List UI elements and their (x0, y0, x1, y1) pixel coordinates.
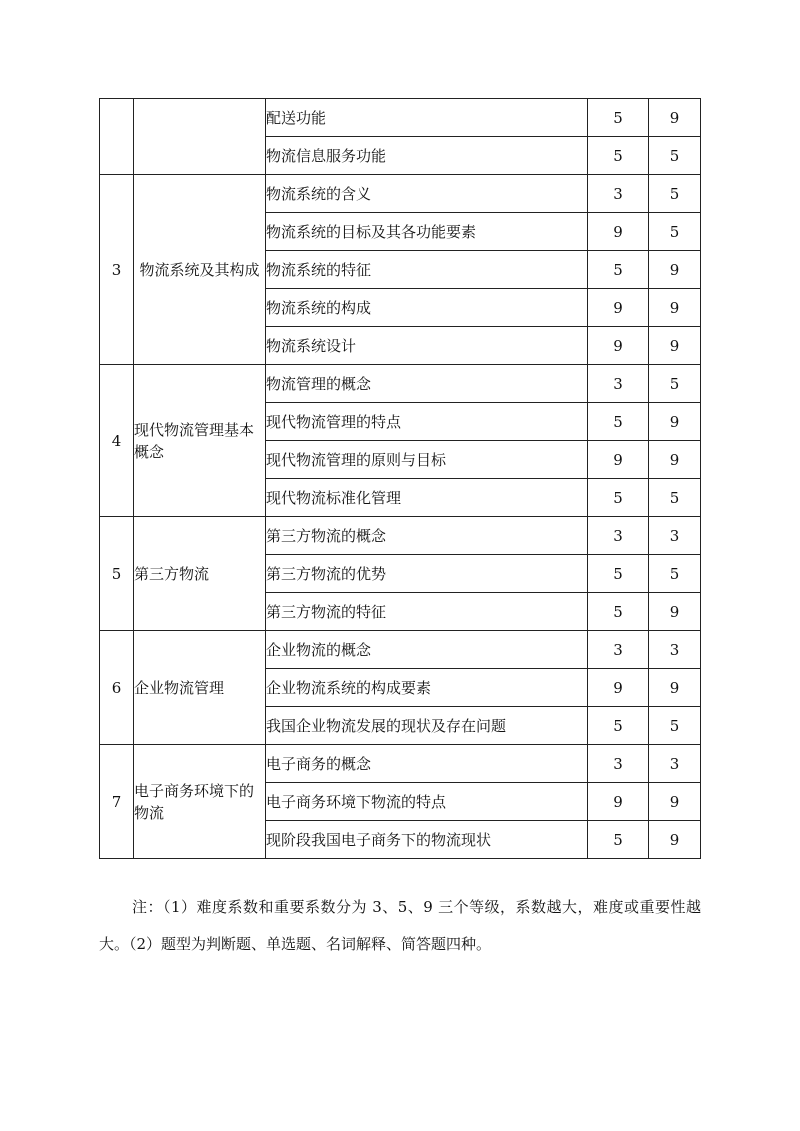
section-number-cell: 6 (100, 631, 134, 745)
knowledge-point-cell: 物流系统的构成 (266, 289, 588, 327)
importance-cell: 9 (649, 99, 701, 137)
importance-cell: 9 (649, 327, 701, 365)
knowledge-point-cell: 物流系统的特征 (266, 251, 588, 289)
difficulty-cell: 5 (588, 593, 649, 631)
knowledge-point-cell: 物流系统的目标及其各功能要素 (266, 213, 588, 251)
difficulty-cell: 9 (588, 669, 649, 707)
section-number-cell: 7 (100, 745, 134, 859)
difficulty-cell: 3 (588, 631, 649, 669)
importance-cell: 5 (649, 365, 701, 403)
section-number-cell: 4 (100, 365, 134, 517)
section-number-cell (100, 99, 134, 175)
difficulty-cell: 3 (588, 365, 649, 403)
table-row (100, 745, 701, 783)
importance-cell: 5 (649, 137, 701, 175)
importance-cell: 9 (649, 783, 701, 821)
table-row (100, 175, 701, 213)
importance-cell: 9 (649, 251, 701, 289)
importance-cell: 5 (649, 479, 701, 517)
knowledge-point-cell: 现代物流标准化管理 (266, 479, 588, 517)
knowledge-point-cell: 现阶段我国电子商务下的物流现状 (266, 821, 588, 859)
section-name-cell: 第三方物流 (134, 517, 266, 631)
difficulty-cell: 5 (588, 137, 649, 175)
importance-cell: 9 (649, 441, 701, 479)
knowledge-point-cell: 现代物流管理的原则与目标 (266, 441, 588, 479)
knowledge-point-cell: 物流系统设计 (266, 327, 588, 365)
table-row (100, 365, 701, 403)
difficulty-cell: 5 (588, 707, 649, 745)
importance-cell: 5 (649, 175, 701, 213)
knowledge-point-cell: 企业物流的概念 (266, 631, 588, 669)
knowledge-point-cell: 企业物流系统的构成要素 (266, 669, 588, 707)
table-note: 注：（1）难度系数和重要系数分为 3、5、9 三个等级，系数越大，难度或重要性越大。（2）题型为判断题、单选题、名词解释、简答题四种。 (99, 898, 701, 953)
knowledge-point-cell: 配送功能 (266, 99, 588, 137)
knowledge-point-cell: 第三方物流的优势 (266, 555, 588, 593)
knowledge-point-cell: 第三方物流的特征 (266, 593, 588, 631)
section-number-cell: 3 (100, 175, 134, 365)
difficulty-cell: 9 (588, 327, 649, 365)
importance-cell: 5 (649, 213, 701, 251)
importance-cell: 9 (649, 821, 701, 859)
difficulty-cell: 5 (588, 821, 649, 859)
importance-cell: 5 (649, 555, 701, 593)
difficulty-cell: 9 (588, 289, 649, 327)
difficulty-cell: 9 (588, 213, 649, 251)
difficulty-cell: 5 (588, 251, 649, 289)
section-name-cell: 现代物流管理基本概念 (134, 365, 266, 517)
difficulty-cell: 5 (588, 479, 649, 517)
section-name-cell (134, 99, 266, 175)
knowledge-point-table (99, 98, 701, 859)
difficulty-cell: 3 (588, 517, 649, 555)
importance-cell: 9 (649, 289, 701, 327)
importance-cell: 3 (649, 517, 701, 555)
difficulty-cell: 5 (588, 99, 649, 137)
section-name-cell: 电子商务环境下的物流 (134, 745, 266, 859)
importance-cell: 3 (649, 745, 701, 783)
knowledge-point-cell: 物流管理的概念 (266, 365, 588, 403)
knowledge-point-cell: 电子商务环境下物流的特点 (266, 783, 588, 821)
difficulty-cell: 3 (588, 175, 649, 213)
importance-cell: 3 (649, 631, 701, 669)
difficulty-cell: 9 (588, 441, 649, 479)
knowledge-point-cell: 物流系统的含义 (266, 175, 588, 213)
section-name-cell: 企业物流管理 (134, 631, 266, 745)
importance-cell: 5 (649, 707, 701, 745)
section-number-cell: 5 (100, 517, 134, 631)
knowledge-point-cell: 我国企业物流发展的现状及存在问题 (266, 707, 588, 745)
table-row (100, 517, 701, 555)
difficulty-cell: 5 (588, 555, 649, 593)
section-name-cell: 物流系统及其构成 (134, 175, 266, 365)
difficulty-cell: 9 (588, 783, 649, 821)
table-row (100, 99, 701, 137)
table-row (100, 631, 701, 669)
difficulty-cell: 5 (588, 403, 649, 441)
knowledge-point-cell: 电子商务的概念 (266, 745, 588, 783)
difficulty-cell: 3 (588, 745, 649, 783)
knowledge-point-cell: 物流信息服务功能 (266, 137, 588, 175)
importance-cell: 9 (649, 669, 701, 707)
importance-cell: 9 (649, 403, 701, 441)
knowledge-point-cell: 现代物流管理的特点 (266, 403, 588, 441)
importance-cell: 9 (649, 593, 701, 631)
knowledge-point-cell: 第三方物流的概念 (266, 517, 588, 555)
